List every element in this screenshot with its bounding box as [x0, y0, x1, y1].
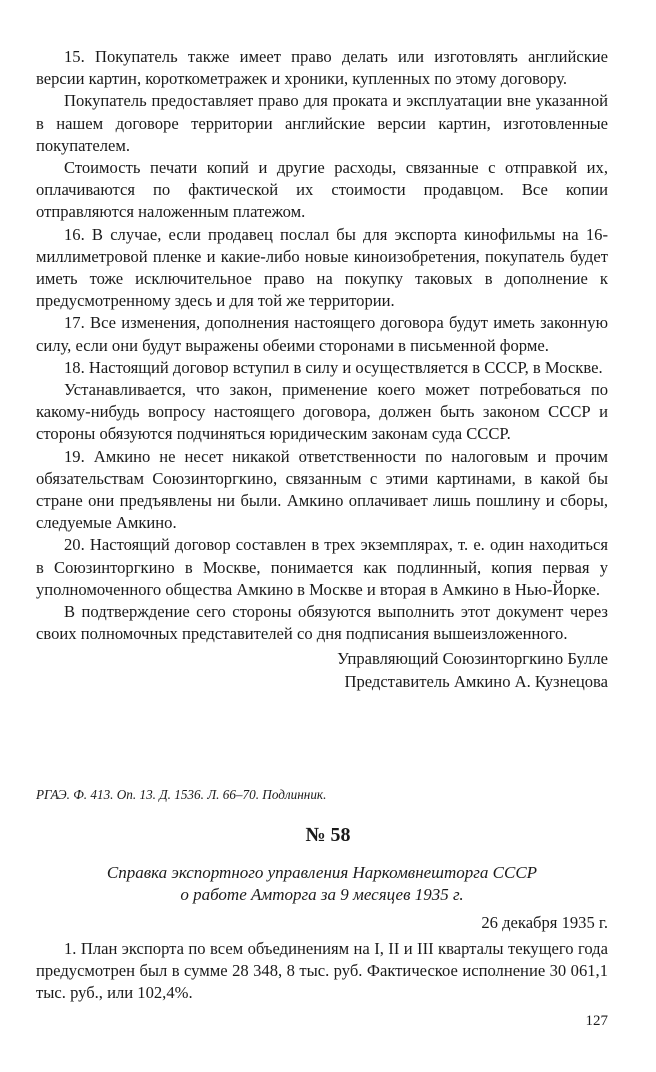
signature-amkino: Представитель Амкино А. Кузнецова	[344, 671, 608, 691]
page-number: 127	[585, 1013, 608, 1029]
document-title-line-2: о работе Амторга за 9 месяцев 1935 г.	[180, 884, 464, 904]
document-body	[36, 938, 608, 1005]
paragraph-confirmation: В подтверждение сего стороны обязуются выполнить этот документ через своих полномочных представителей со дня подписания вышеизложенного.	[36, 602, 608, 644]
paragraph-15-rights: Покупатель предоставляет право для проката и эксплуатации вне указанной в нашем договоре территории английские версии картин, изготовленные покупателем.	[36, 91, 608, 155]
paragraph-19: 19. Амкино не несет никакой ответственности по налоговым и прочим обязательствам Союзинторгкино, связанным с этими картинами, в какой бы стране они предъявлены ни были. Амкино оплачивает лишь пошлину и сборы, следуемые Амкино.	[36, 446, 608, 533]
document-paragraph-1: 1. План экспорта по всем объединениям на I, II и III кварталы текущего года предусмотрен был в сумме 28 348, 8 тыс. руб. Фактическое исполнение 30 061,1 тыс. руб., или 102,4%.	[36, 939, 608, 1003]
document-title	[36, 862, 608, 905]
paragraph-17: 17. Все изменения, дополнения настоящего договора будут иметь законную силу, если они будут выражены обеими сторонами в письменной форме.	[36, 313, 608, 355]
document-number: № 58	[305, 824, 351, 846]
paragraph-18: 18. Настоящий договор вступил в силу и осуществляется в СССР, в Москве.	[64, 357, 603, 377]
paragraph-15-costs: Стоимость печати копий и другие расходы, связанные с отправкой их, оплачиваются по фактической их стоимости продавцом. Все копии отправляются наложенным платежом.	[36, 158, 608, 222]
document-date: 26 декабря 1935 г.	[481, 913, 608, 932]
paragraph-15: 15. Покупатель также имеет право делать или изготовлять английские версии картин, короткометражек и хроники, купленных по этому договору.	[36, 47, 608, 89]
paragraph-16: 16. В случае, если продавец послал бы для экспорта кинофильмы на 16-миллиметровой пленке и какие-либо новые киноизобретения, покупатель будет иметь тоже исключительное право на покупку таковых в дополнение к предусмотренному здесь и для той же территории.	[36, 224, 608, 311]
archive-source-note: РГАЭ. Ф. 413. Оп. 13. Д. 1536. Л. 66–70. Подлинник.	[36, 787, 327, 802]
signatures-block	[36, 648, 608, 692]
paragraph-20: 20. Настоящий договор составлен в трех экземплярах, т. е. один находиться в Союзинторгкино в Москве, понимается как подлинный, копия первая у уполномоченного общества Амкино в Москве и вторая в Амкино в Нью-Йорке.	[36, 535, 608, 599]
signature-soyuzintorgkino: Управляющий Союзинторгкино Булле	[337, 649, 608, 669]
contract-text	[36, 46, 608, 693]
document-title-line-1: Справка экспортного управления Наркомвнешторга СССР	[106, 863, 538, 882]
paragraph-18-law: Устанавливается, что закон, применение коего может потребоваться по какому-нибудь вопросу настоящего договора, должен быть законом СССР и стороны обязуются подчиняться юридическим законам суда СССР.	[36, 380, 608, 444]
